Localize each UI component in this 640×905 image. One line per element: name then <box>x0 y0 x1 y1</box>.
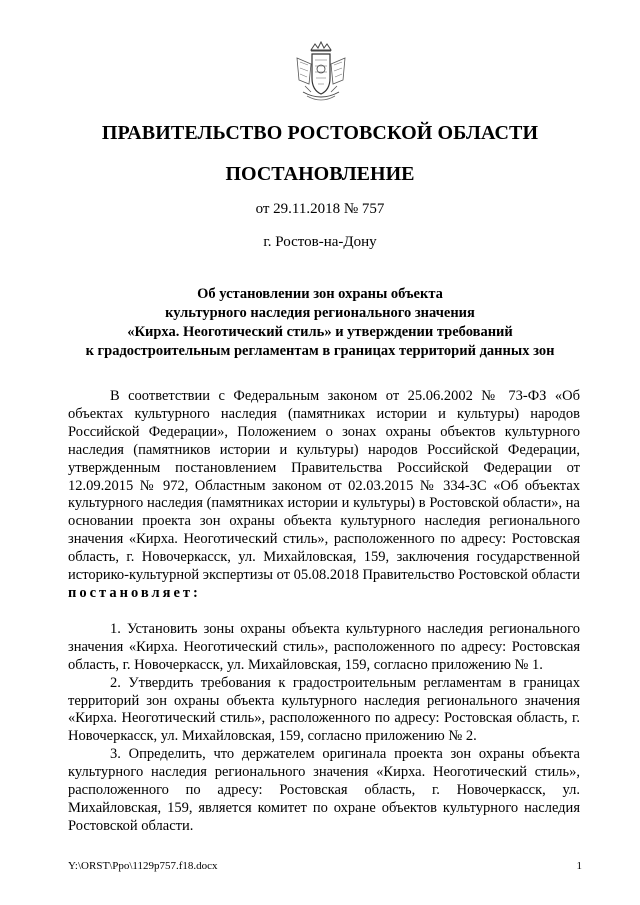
coat-of-arms-icon <box>293 40 349 106</box>
decree-item: 2. Утвердить требования к градостроительным регламентам в границах территорий зон охраны объекта культурного наследия регионального значения «Кирха. Неоготический стиль», расположенного по адресу: Ростовская область, г. Новочеркасск, ул. Михайловская, 159, согласно приложению № 2. <box>68 674 580 745</box>
preamble-text: В соответствии с Федеральным законом от 25.06.2002 № 73-ФЗ «Об объектах культурного наследия (памятниках истории и культуры) народов Российской Федерации», Положением о зонах охраны объектов культурного наследия (памятников истории и культуры) народов Российской Федерации, утвержденным постановлением Правительства Российской Федерации от 12.09.2015 № 972, Областным законом от 02.03.2015 № 334-ЗС «Об объектах культурного наследия (памятниках истории и культуры) в Ростовской области», на основании проекта зон охраны объекта культурного наследия регионального значения «Кирха. Неоготический стиль», расположенного по адресу: Ростовская область, г. Новочеркасск, ул. Михайловская, 159, заключения государственной историко-культурной экспертизы от 05.08.2018 Правительство Ростовской области <box>68 388 580 584</box>
decree-item: 3. Определить, что держателем оригинала проекта зон охраны объекта культурного наследия регионального значения «Кирха. Неоготический стиль», расположенного по адресу: Ростовская область, г. Новочеркасск, ул. Михайловская, 159, является комитет по охране объектов культурного наследия Ростовской области. <box>68 746 580 834</box>
footer-file-path: Y:\ORST\Ppo\1129p757.f18.docx <box>68 860 218 872</box>
document-city: г. Ростов-на-Дону <box>263 234 377 250</box>
page-number: 1 <box>576 860 582 872</box>
document-body <box>68 388 580 836</box>
decree-item: 1. Установить зоны охраны объекта культурного наследия регионального значения «Кирха. Неоготический стиль», расположенного по адресу: Ростовская область, г. Новочеркасск, ул. Михайловская, 159, согласно приложению № 1. <box>68 620 580 673</box>
subject-line: культурного наследия регионального значения <box>165 305 475 321</box>
document-type: ПОСТАНОВЛЕНИЕ <box>225 163 415 185</box>
document-subject <box>60 285 580 361</box>
document-date-number: от 29.11.2018 № 757 <box>255 201 385 217</box>
subject-line: к градостроительным регламентам в границах территорий данных зон <box>85 343 555 359</box>
government-title: ПРАВИТЕЛЬСТВО РОСТОВСКОЙ ОБЛАСТИ <box>101 122 539 144</box>
decree-word: постановляет: <box>68 584 201 601</box>
decree-items <box>68 621 580 836</box>
preamble-paragraph <box>68 388 580 603</box>
subject-line: «Кирха. Неоготический стиль» и утверждении требований <box>127 324 513 340</box>
subject-line: Об установлении зон охраны объекта <box>197 286 443 302</box>
